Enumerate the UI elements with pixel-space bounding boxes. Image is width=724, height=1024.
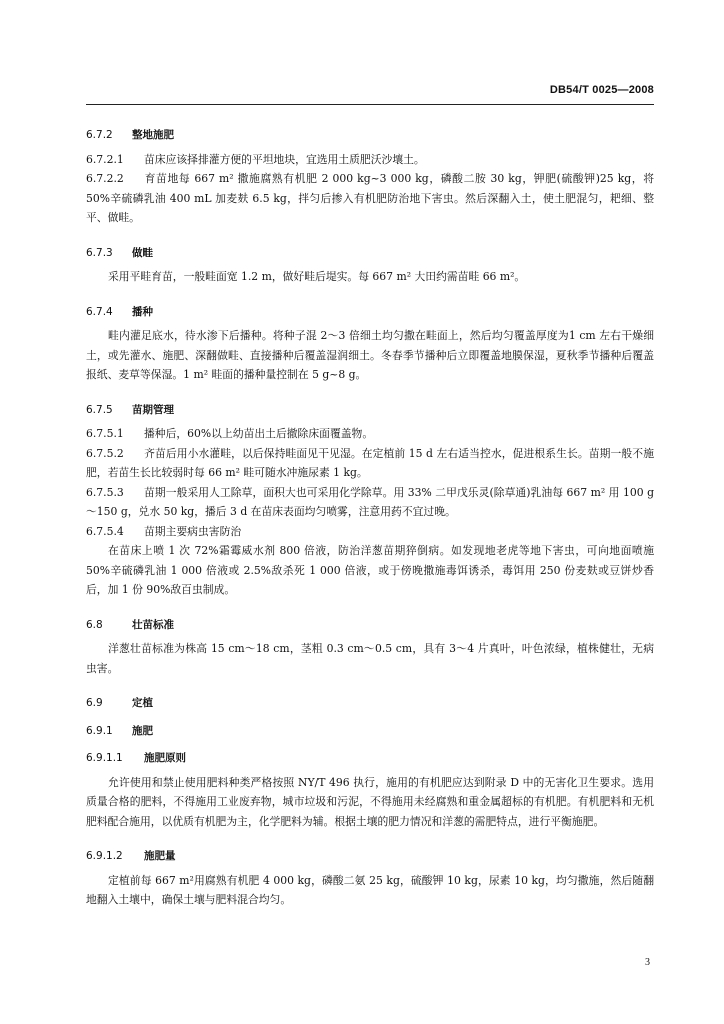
page-number: 3: [645, 957, 650, 968]
clause-text: 齐苗后用小水灌畦，以后保持畦面见干见湿。在定植前 15 d 左右适当控水，促进根系生长。苗期一般不施肥，若苗生长比较弱时每 66 m² 畦可随水冲施尿素 1 kg。: [86, 446, 654, 479]
section-number: 6.7.2: [86, 129, 113, 141]
paragraph: [86, 150, 654, 170]
section-title: 苗期管理: [132, 403, 174, 416]
clause-text: 育苗地每 667 m² 撒施腐熟有机肥 2 000 kg~3 000 kg，磷酸二胺 30 kg，钾肥(硫酸钾)25 kg，将 50%辛硫磷乳油 400 mL 加麦麸 6.5 kg，拌匀后掺入有机肥防治地下害虫。然后深翻入土，使土肥混匀，耙细、整平、做畦。: [86, 172, 654, 224]
section-number: 6.7.3: [86, 246, 113, 259]
paragraph: [86, 424, 654, 444]
section-number: 6.9.1: [86, 724, 113, 737]
section-heading: [86, 616, 654, 636]
section-title: 定植: [132, 697, 153, 709]
clause-number: 6.7.5.3: [86, 485, 124, 499]
clause-number: 6.7.5.4: [86, 524, 124, 538]
section-number: 6.7.5: [86, 403, 113, 416]
paragraph: 定植前每 667 m²用腐熟有机肥 4 000 kg，磷酸二氨 25 kg，硫酸钾 10 kg，尿素 10 kg，均匀撒施，然后随翻地翻入土壤中，确保土壤与肥料混合均匀。: [86, 873, 654, 906]
clause-number: 6.7.5.1: [86, 427, 124, 440]
header-rule: [86, 104, 654, 105]
paragraph: [86, 522, 654, 542]
section-title: 播种: [132, 305, 153, 318]
section-number: 6.9.1.2: [86, 850, 123, 862]
paragraph: 畦内灌足底水，待水渗下后播种。将种子混 2～3 倍细土均匀撒在畦面上，然后均匀覆盖厚度为1 cm 左右干燥细土，或先灌水、施肥、深翻做畦、直接播种后覆盖湿润细土。冬春季节播种后立即覆盖地膜保湿，夏秋季节播种后覆盖报纸、麦草等保湿。1 m² 畦面的播种量控制在 5 g~8 g。: [86, 329, 654, 381]
paragraph: [86, 444, 654, 483]
paragraph: [86, 483, 654, 522]
clause-number: 6.7.2.2: [86, 172, 124, 185]
section-title: 整地施肥: [132, 129, 174, 141]
page-header: DB54/T 0025—2008: [549, 84, 654, 96]
section-heading: [86, 749, 654, 769]
section-title: 施肥: [132, 724, 153, 737]
section-heading: [86, 722, 654, 742]
paragraph: 洋葱壮苗标准为株高 15 cm～18 cm，茎粗 0.3 cm～0.5 cm，具有 3～4 片真叶，叶色浓绿，植株健壮，无病虫害。: [86, 642, 654, 675]
clause-number: 6.7.5.2: [86, 446, 124, 460]
section-heading: [86, 847, 654, 867]
clause-number: 6.7.2.1: [86, 152, 124, 166]
section-title: 施肥原则: [144, 752, 186, 764]
clause-text: 播种后，60%以上幼苗出土后撤除床面覆盖物。: [144, 427, 374, 440]
section-heading: [86, 126, 654, 146]
section-title: 施肥量: [144, 850, 176, 862]
paragraph: 在苗床上喷 1 次 72%霜霉威水剂 800 倍液，防治洋葱苗期猝倒病。如发现地老虎等地下害虫，可向地面喷施 50%辛硫磷乳油 1 000 倍液或 2.5%敌杀死 1 000 倍液，或于傍晚撒施毒饵诱杀，毒饵用 250 份麦麸或豆饼炒香后，加 1 份 90%敌百虫制成。: [86, 544, 654, 596]
section-number: 6.7.4: [86, 305, 113, 318]
section-title: 壮苗标准: [132, 618, 174, 631]
paragraph: 采用平畦育苗，一般畦面宽 1.2 m，做好畦后堤实。每 667 m² 大田约需苗畦 66 m²。: [108, 270, 526, 283]
clause-text: 苗期主要病虫害防治: [144, 524, 242, 538]
section-heading: [86, 303, 654, 323]
section-number: 6.8: [86, 618, 103, 631]
section-heading: [86, 401, 654, 421]
section-heading: [86, 244, 654, 264]
section-heading: [86, 694, 654, 714]
paragraph: 允许使用和禁止使用肥料种类严格按照 NY/T 496 执行，施用的有机肥应达到附录 D 中的无害化卫生要求。选用质量合格的肥料，不得施用工业废弃物，城市垃圾和污泥，不得施用未经腐熟和重金属超标的有机肥。有机肥料和无机肥料配合施用，以优质有机肥为主，化学肥料为辅。根据土壤的肥力情况和洋葱的需肥特点，进行平衡施肥。: [86, 775, 654, 828]
section-number: 6.9: [86, 697, 103, 709]
clause-text: 苗期一般采用人工除草，面积大也可采用化学除草。用 33% 二甲戊乐灵(除草通)乳油每 667 m² 用 100 g～150 g，兑水 50 kg，播后 3 d 在苗床表面均匀喷雾，注意用药不宜过晚。: [86, 485, 654, 518]
section-title: 做畦: [132, 246, 153, 259]
document-body: [86, 118, 654, 910]
paragraph: [86, 169, 654, 228]
section-number: 6.9.1.1: [86, 752, 123, 764]
clause-text: 苗床应该择排灌方便的平坦地块，宜选用土质肥沃沙壤土。: [144, 152, 425, 166]
